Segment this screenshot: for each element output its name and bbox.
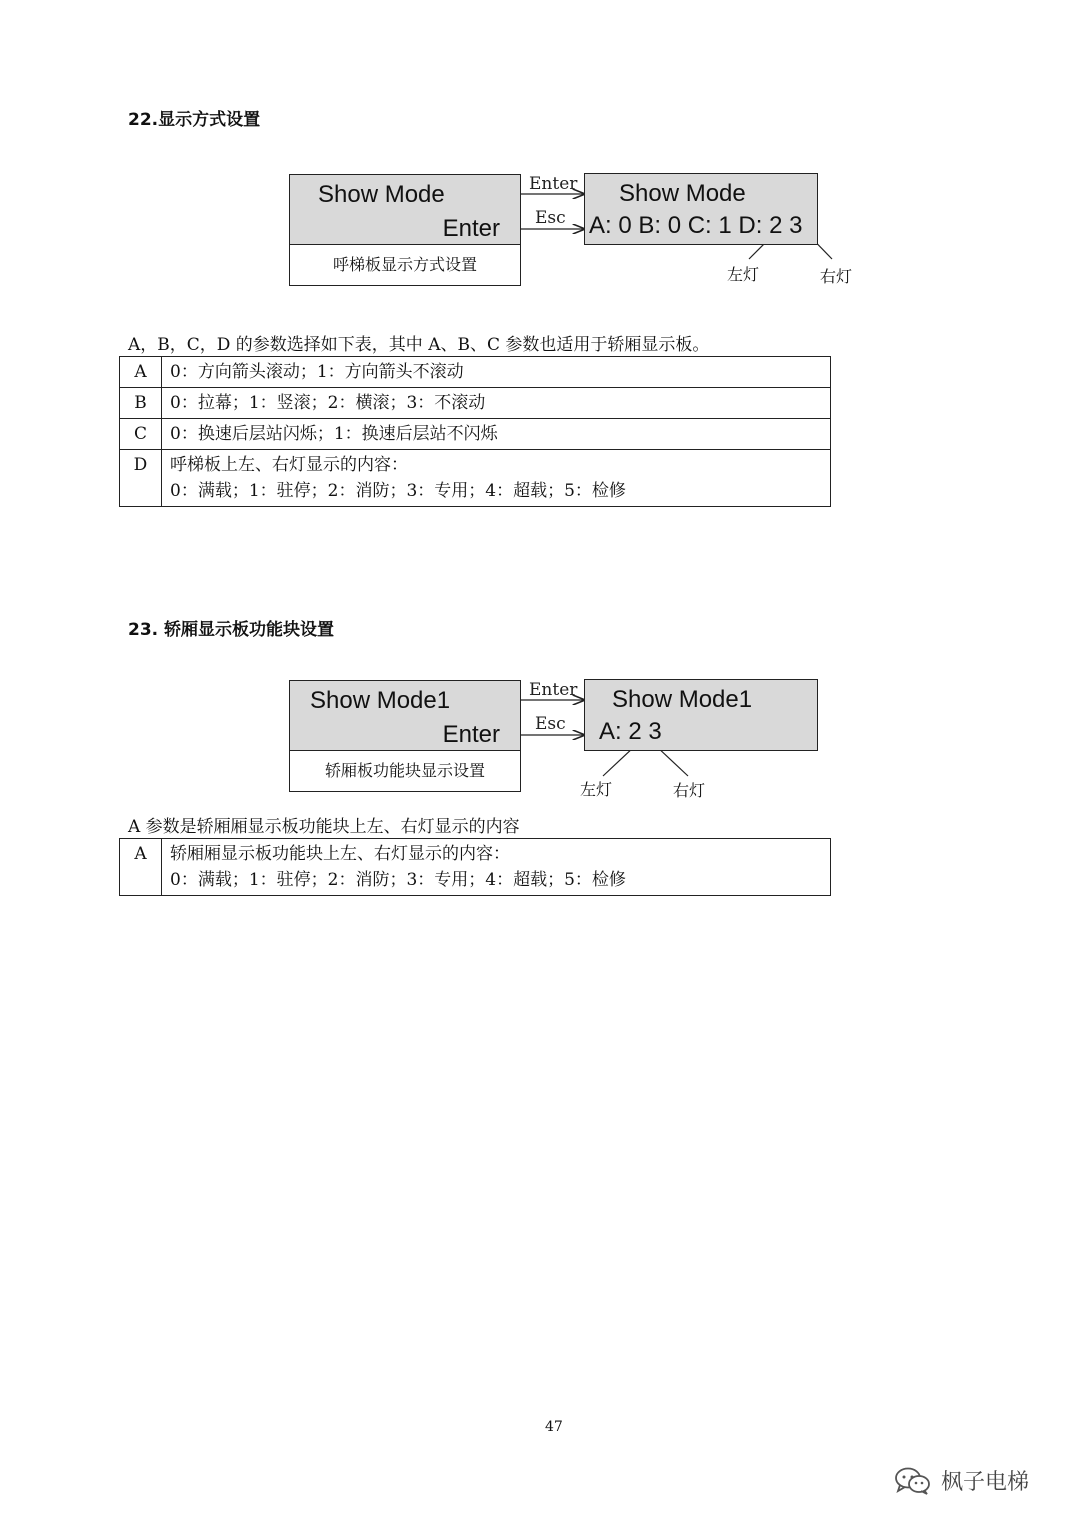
parameter-table xyxy=(119,356,831,507)
param-desc-line: 0：满载；1：驻停；2：消防；3：专用；4：超载；5：检修 xyxy=(170,481,626,501)
menu-caption: 呼梯板显示方式设置 xyxy=(289,244,521,286)
param-key: D xyxy=(120,450,162,507)
param-desc-line: 0：换速后层站闪烁；1：换速后层站不闪烁 xyxy=(170,424,498,444)
param-desc xyxy=(162,450,831,507)
param-desc-line: 轿厢厢显示板功能块上左、右灯显示的内容： xyxy=(170,844,510,864)
right-lamp-label: 右灯 xyxy=(673,781,706,800)
table-row xyxy=(120,388,831,419)
param-key: B xyxy=(120,388,162,419)
menu-enter-label: Enter xyxy=(442,215,500,242)
param-desc-line: 呼梯板上左、右灯显示的内容： xyxy=(170,455,408,475)
param-desc xyxy=(162,419,831,450)
esc-arrow-label: Esc xyxy=(535,714,566,734)
menu-title: Show Mode xyxy=(318,181,445,208)
table-row xyxy=(120,450,831,507)
param-desc xyxy=(162,388,831,419)
menu-enter-label: Enter xyxy=(442,721,500,748)
param-desc-line: 0：满载；1：驻停；2：消防；3：专用；4：超载；5：检修 xyxy=(170,870,626,890)
param-desc-line: 0：拉幕；1：竖滚；2：横滚；3：不滚动 xyxy=(170,393,486,413)
detail-lcd-box xyxy=(584,173,818,245)
menu-title: Show Mode1 xyxy=(310,687,451,714)
left-lamp-label: 左灯 xyxy=(727,265,760,284)
detail-title: Show Mode1 xyxy=(612,686,753,713)
watermark xyxy=(893,1465,1029,1496)
enter-arrow-label: Enter xyxy=(529,680,578,700)
param-key: C xyxy=(120,419,162,450)
watermark-text: 枫子电梯 xyxy=(941,1470,1030,1495)
wechat-icon xyxy=(893,1466,933,1496)
section-heading: 22.显示方式设置 xyxy=(128,110,261,130)
parameter-table xyxy=(119,838,831,896)
esc-arrow-label: Esc xyxy=(535,208,566,228)
table-row xyxy=(120,839,831,896)
detail-value: A: 2 3 xyxy=(599,718,662,745)
parameter-intro: A 参数是轿厢厢显示板功能块上左、右灯显示的内容 xyxy=(128,817,520,837)
menu-lcd-box xyxy=(289,680,521,752)
parameter-intro: A，B，C，D 的参数选择如下表，其中 A、B、C 参数也适用于轿厢显示板。 xyxy=(128,335,710,355)
detail-title: Show Mode xyxy=(619,180,746,207)
detail-value: A: 0 B: 0 C: 1 D: 2 3 xyxy=(589,212,803,239)
param-desc-line: 0：方向箭头滚动；1：方向箭头不滚动 xyxy=(170,362,464,382)
param-key: A xyxy=(120,839,162,896)
enter-arrow-label: Enter xyxy=(529,174,578,194)
section-heading: 23. 轿厢显示板功能块设置 xyxy=(128,620,335,640)
param-desc xyxy=(162,839,831,896)
table-row xyxy=(120,357,831,388)
detail-lcd-box xyxy=(584,679,818,751)
table-row xyxy=(120,419,831,450)
param-desc xyxy=(162,357,831,388)
right-lamp-label: 右灯 xyxy=(820,267,853,286)
param-key: A xyxy=(120,357,162,388)
menu-caption: 轿厢板功能块显示设置 xyxy=(289,750,521,792)
left-lamp-label: 左灯 xyxy=(580,780,613,799)
page-number: 47 xyxy=(545,1419,563,1435)
